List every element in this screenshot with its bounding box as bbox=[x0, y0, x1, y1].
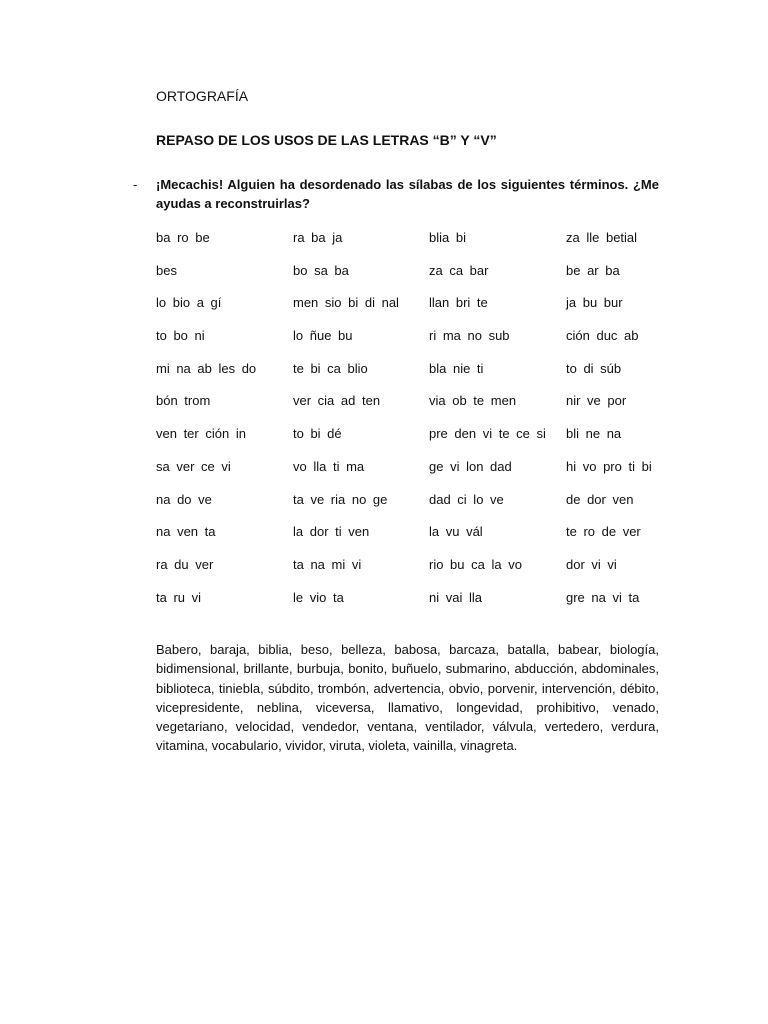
syllable-grid bbox=[156, 228, 676, 620]
instruction-text: ¡Mecachis! Alguien ha desordenado las sílabas de los siguientes términos. ¿Me ayudas a reconstruirlas? bbox=[156, 177, 659, 211]
syllable-cell: to di súb bbox=[566, 360, 622, 376]
syllable-cell: bla nie ti bbox=[429, 360, 484, 376]
syllable-cell: ba ro be bbox=[156, 230, 210, 245]
page-title: ORTOGRAFÍA bbox=[156, 88, 249, 104]
syllable-cell: te bi ca blio bbox=[293, 360, 368, 376]
syllable-cell: la dor ti ven bbox=[293, 524, 370, 540]
syllable-cell: ja bu bur bbox=[566, 295, 623, 311]
syllable-cell: llan bri te bbox=[429, 295, 488, 311]
syllable-cell: lo bio a gí bbox=[156, 295, 222, 311]
syllable-row bbox=[156, 490, 676, 523]
syllable-cell: ta na mi vi bbox=[293, 556, 362, 572]
bullet-dash: - bbox=[133, 177, 138, 192]
syllable-cell: bli ne na bbox=[566, 426, 622, 442]
syllable-cell: ta ve ria no ge bbox=[293, 491, 388, 507]
syllable-cell: nir ve por bbox=[566, 393, 627, 409]
syllable-row bbox=[156, 522, 676, 555]
syllable-row bbox=[156, 555, 676, 588]
syllable-cell: ción duc ab bbox=[566, 328, 639, 344]
syllable-cell: rio bu ca la vo bbox=[429, 556, 522, 572]
syllable-row bbox=[156, 261, 676, 294]
syllable-cell: za lle betial bbox=[566, 230, 638, 245]
syllable-cell: dad ci lo ve bbox=[429, 491, 504, 507]
syllable-cell: bes bbox=[156, 262, 177, 278]
syllable-cell: ri ma no sub bbox=[429, 328, 510, 344]
syllable-cell: na do ve bbox=[156, 491, 212, 507]
syllable-row bbox=[156, 457, 676, 490]
syllable-cell: dor vi vi bbox=[566, 556, 617, 572]
syllable-row bbox=[156, 228, 676, 261]
answer-key-paragraph: Babero, baraja, biblia, beso, belleza, babosa, barcaza, batalla, babear, biología, bidimensional, brillante, burbuja, bonito, buñuelo, submarino, abducción, abdominales, biblioteca, tiniebla, súbdito, trombón, advertencia, obvio, porvenir, intervención, débito, vicepresidente, neblina, viceversa, llamativo, longevidad, prohibitivo, venado, vegetariano, velocidad, vendedor, ventana, ventilador, válvula, vertedero, verdura, vitamina, vocabulario, vividor, viruta, violeta, vainilla, vinagreta. bbox=[156, 642, 659, 754]
section-title: REPASO DE LOS USOS DE LAS LETRAS “B” Y “V” bbox=[156, 132, 497, 148]
syllable-cell: ven ter ción in bbox=[156, 426, 246, 442]
syllable-cell: via ob te men bbox=[429, 393, 517, 409]
syllable-cell: sa ver ce vi bbox=[156, 458, 231, 474]
syllable-cell: de dor ven bbox=[566, 491, 634, 507]
syllable-cell: gre na vi ta bbox=[566, 589, 640, 605]
syllable-cell: te ro de ver bbox=[566, 524, 641, 540]
syllable-cell: za ca bar bbox=[429, 262, 489, 278]
syllable-cell: lo ñue bu bbox=[293, 328, 353, 344]
syllable-cell: ta ru vi bbox=[156, 589, 202, 605]
syllable-cell: mi na ab les do bbox=[156, 360, 257, 376]
syllable-cell: ge vi lon dad bbox=[429, 458, 512, 474]
syllable-cell: ni vai lla bbox=[429, 589, 482, 605]
syllable-cell: hi vo pro ti bi bbox=[566, 458, 652, 474]
syllable-cell: bón trom bbox=[156, 393, 211, 409]
syllable-cell: bo sa ba bbox=[293, 262, 349, 278]
syllable-cell: la vu vál bbox=[429, 524, 483, 540]
syllable-row bbox=[156, 391, 676, 424]
syllable-cell: na ven ta bbox=[156, 524, 216, 540]
syllable-row bbox=[156, 293, 676, 326]
syllable-row bbox=[156, 588, 676, 621]
syllable-cell: pre den vi te ce si bbox=[429, 426, 546, 442]
syllable-row bbox=[156, 326, 676, 359]
syllable-row bbox=[156, 424, 676, 457]
syllable-cell: to bi dé bbox=[293, 426, 342, 442]
syllable-cell: vo lla ti ma bbox=[293, 458, 365, 474]
syllable-cell: to bo ni bbox=[156, 328, 205, 344]
syllable-cell: blia bi bbox=[429, 230, 466, 245]
syllable-cell: le vio ta bbox=[293, 589, 344, 605]
syllable-cell: be ar ba bbox=[566, 262, 620, 278]
syllable-cell: ra du ver bbox=[156, 556, 214, 572]
syllable-row bbox=[156, 359, 676, 392]
syllable-cell: ver cia ad ten bbox=[293, 393, 381, 409]
syllable-cell: ra ba ja bbox=[293, 230, 343, 245]
syllable-cell: men sio bi di nal bbox=[293, 295, 399, 311]
